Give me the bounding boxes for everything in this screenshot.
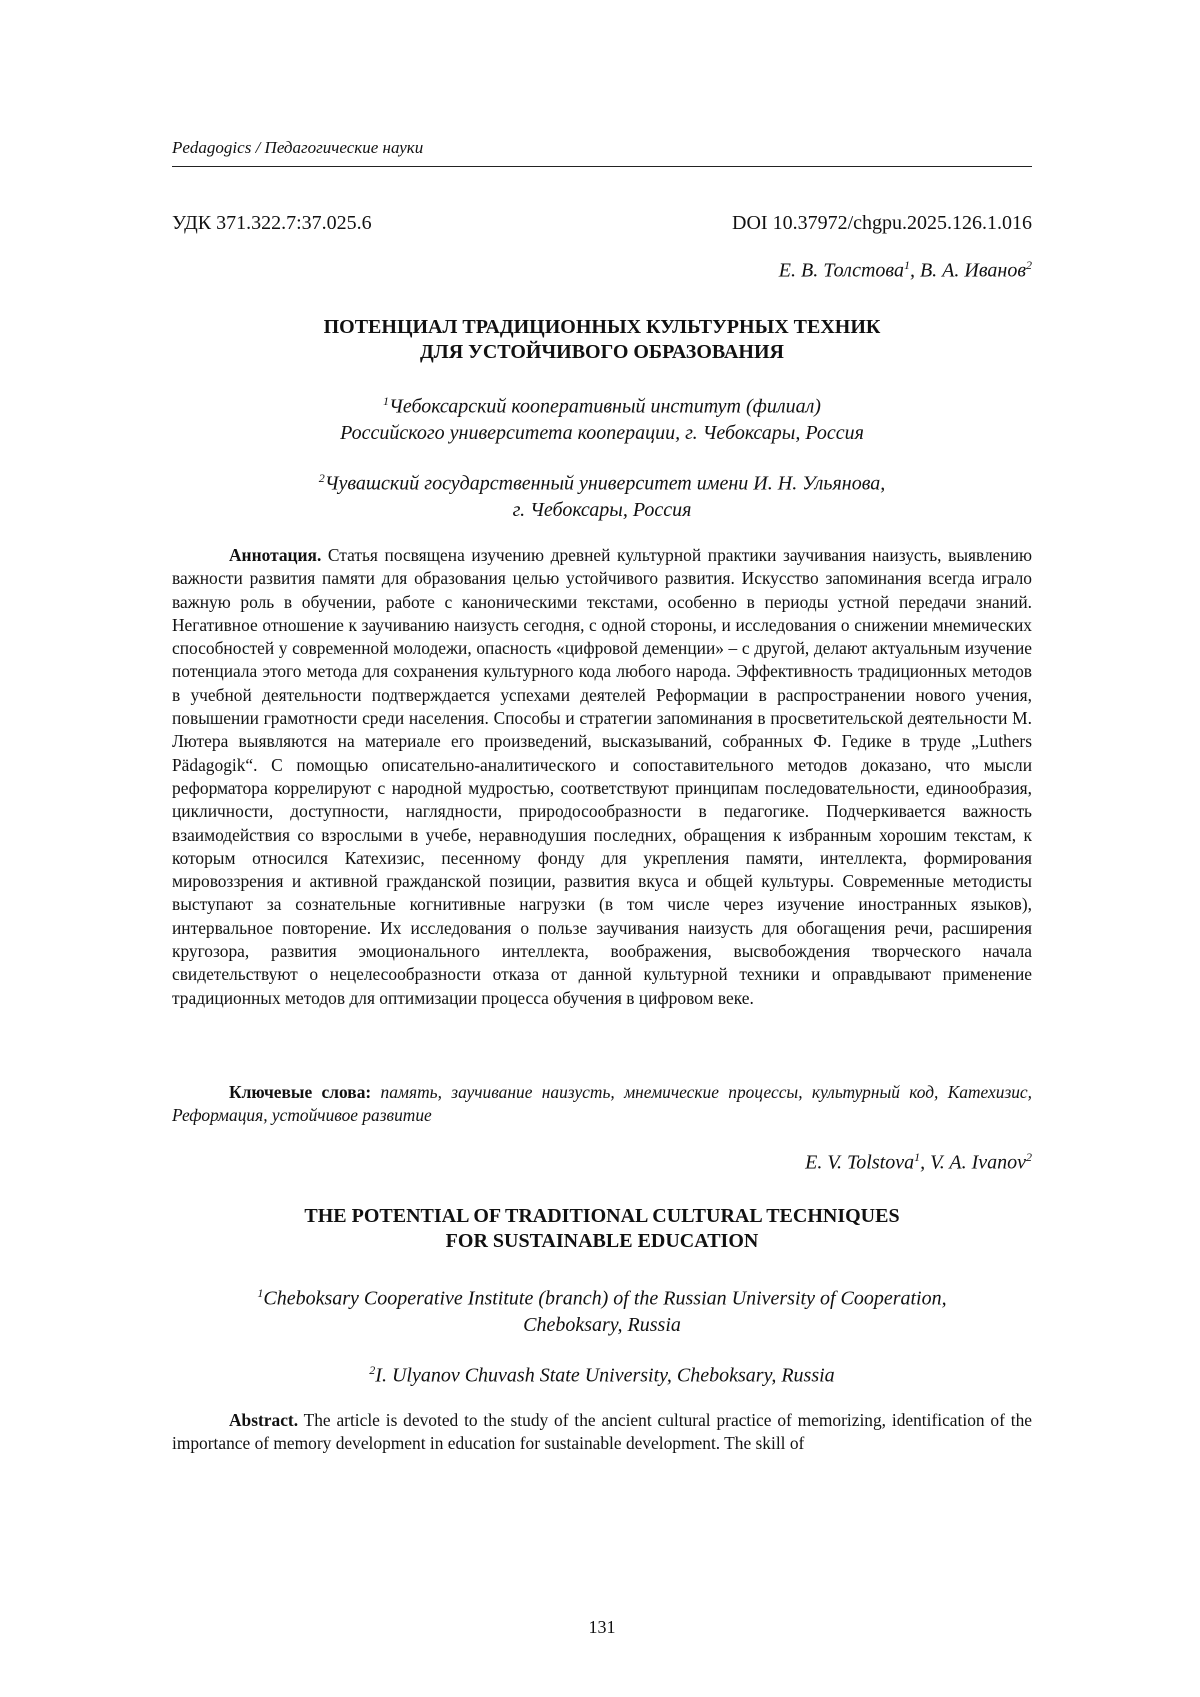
running-header: Pedagogics / Педагогические науки [172, 138, 1032, 167]
author-separator: , [920, 1151, 931, 1174]
udk-doi-row [172, 212, 1032, 235]
ru-affil-1-line-1: Чебоксарский кооперативный институт (филиал) [389, 395, 821, 418]
author-separator: , [909, 259, 920, 282]
udk-code: УДК 371.322.7:37.025.6 [172, 212, 372, 234]
en-author-1: E. V. Tolstova [805, 1151, 915, 1174]
en-abstract-label: Abstract. [229, 1410, 299, 1430]
en-title [172, 1204, 1032, 1254]
ru-abstract [172, 544, 1032, 1010]
ru-affil-2-line-2: г. Чебоксары, Россия [512, 498, 692, 521]
ru-keywords-text: память, заучивание наизусть, мнемические процессы, культурный код, Катехизис, Реформация, устойчивое развитие [172, 1082, 1032, 1126]
ru-author-2-sup: 2 [1026, 258, 1032, 272]
en-affil-1-line-2: Cheboksary, Russia [523, 1313, 681, 1336]
ru-affil-1-sup: 1 [383, 394, 390, 408]
en-author-2-sup: 2 [1026, 1150, 1032, 1164]
en-title-line-1: THE POTENTIAL OF TRADITIONAL CULTURAL TECHNIQUES [304, 1205, 900, 1227]
ru-author-1: Е. В. Толстова [778, 259, 904, 282]
en-affiliation-1 [172, 1280, 1032, 1338]
ru-affil-1-line-2: Российского университета кооперации, г. Чебоксары, Россия [340, 421, 864, 444]
ru-keywords [172, 1081, 1032, 1128]
ru-affiliation-2 [172, 465, 1032, 523]
en-abstract [172, 1409, 1032, 1456]
ru-authors [172, 258, 1032, 283]
en-author-2: V. A. Ivanov [930, 1151, 1026, 1174]
en-title-line-2: FOR SUSTAINABLE EDUCATION [445, 1230, 759, 1252]
en-affil-2-line-1: I. Ulyanov Chuvash State University, Cheboksary, Russia [375, 1364, 835, 1387]
en-authors [172, 1150, 1032, 1175]
ru-title-line-2: ДЛЯ УСТОЙЧИВОГО ОБРАЗОВАНИЯ [420, 341, 784, 363]
ru-title-line-1: ПОТЕНЦИАЛ ТРАДИЦИОННЫХ КУЛЬТУРНЫХ ТЕХНИК [323, 316, 881, 338]
en-author-1-sup: 1 [914, 1150, 921, 1164]
en-affil-1-sup: 1 [257, 1286, 264, 1300]
en-affil-2-sup: 2 [369, 1363, 376, 1377]
doi: DOI 10.37972/chgpu.2025.126.1.016 [732, 212, 1032, 234]
ru-abstract-label: Аннотация. [229, 545, 322, 565]
ru-keywords-label: Ключевые слова: [229, 1082, 372, 1102]
ru-affil-2-sup: 2 [318, 471, 325, 485]
page-number: 131 [588, 1617, 616, 1637]
ru-abstract-text: Статья посвящена изучению древней культурной практики заучивания наизусть, выявлению важности развития памяти для образования целью устойчивого развития. Искусство запоминания всегда играло важную роль в обучении, работе с каноническими текстами, особенно в периоды устной передачи знаний. Негативное отношение к заучиванию наизусть сегодня, с одной стороны, и исследования о снижении мнемических способностей у современной молодежи, опасность «цифровой деменции» – с другой, делают актуальным изучение потенциала этого метода для сохранения культурного кода любого народа. Эффективность традиционных методов в учебной деятельности подтверждается успехами деятелей Реформации в распространении нового учения, повышении грамотности среди населения. Способы и стратегии запоминания в просветительской деятельности М. Лютера выявляются на материале его произведений, высказываний, собранных Ф. Гедике в труде „Luthers Pädagogik“. С помощью описательно-аналитического и сопоставительного методов доказано, что мысли реформатора коррелируют с народной мудростью, соответствуют принципам последовательности, единообразия, цикличности, доступности, наглядности, природосообразности в педагогике. Подчеркивается важность взаимодействия со взрослыми в учебе, неравнодушия последних, обращения к избранным хорошим текстам, к которым относился Катехизис, песенному фонду для укрепления памяти, интеллекта, формирования мировоззрения и активной гражданской позиции, развития вкуса и общей культуры. Современные методисты выступают за сознательные когнитивные нагрузки (в том числе через изучение иностранных языков), интервальное повторение. Их исследования о пользе заучивания наизусть для обогащения речи, расширения кругозора, развития эмоционального интеллекта, воображения, высвобождения творческого начала свидетельствуют о нецелесообразности отказа от данной культурной техники и оправдывают применение традиционных методов для оптимизации процесса обучения в цифровом веке. [172, 545, 1032, 1008]
en-abstract-text: The article is devoted to the study of the ancient cultural practice of memorizing, identification of the importance of memory development in education for sustainable development. The skill of [172, 1410, 1032, 1454]
ru-author-1-sup: 1 [903, 258, 910, 272]
ru-affiliation-1 [172, 388, 1032, 446]
en-affil-1-line-1: Cheboksary Cooperative Institute (branch) of the Russian University of Cooperation, [263, 1287, 947, 1310]
en-affiliation-2 [172, 1357, 1032, 1389]
ru-author-2: В. А. Иванов [919, 259, 1026, 282]
ru-affil-2-line-1: Чувашский государственный университет имени И. Н. Ульянова, [324, 472, 886, 495]
ru-title [172, 315, 1032, 365]
